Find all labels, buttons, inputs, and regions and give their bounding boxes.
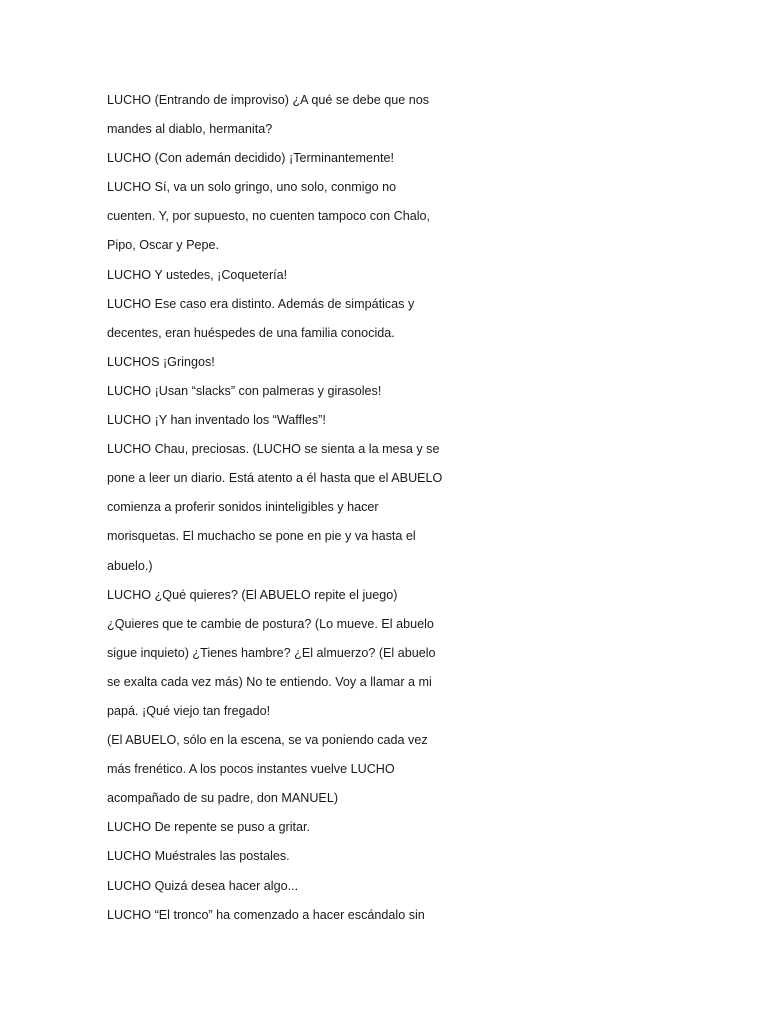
- text-line: LUCHO De repente se puso a gritar.: [107, 820, 311, 835]
- document-text: [107, 86, 707, 930]
- text-line: mandes al diablo, hermanita?: [107, 122, 273, 137]
- text-line: acompañado de su padre, don MANUEL): [107, 791, 339, 806]
- text-line: (El ABUELO, sólo en la escena, se va poniendo cada vez: [107, 733, 428, 748]
- text-line: LUCHOS ¡Gringos!: [107, 354, 215, 369]
- text-line: Pipo, Oscar y Pepe.: [107, 238, 219, 253]
- text-line: LUCHO ¡Y han inventado los “Waffles”!: [107, 413, 326, 428]
- text-line: cuenten. Y, por supuesto, no cuenten tampoco con Chalo,: [107, 209, 431, 224]
- text-line: LUCHO ¿Qué quieres? (El ABUELO repite el juego): [107, 587, 398, 602]
- text-line: LUCHO Ese caso era distinto. Además de simpáticas y: [107, 296, 415, 311]
- text-line: LUCHO (Con ademán decidido) ¡Terminantemente!: [107, 151, 394, 166]
- text-line: más frenético. A los pocos instantes vuelve LUCHO: [107, 762, 395, 777]
- text-line: papá. ¡Qué viejo tan fregado!: [107, 703, 271, 718]
- text-line: LUCHO Muéstrales las postales.: [107, 849, 290, 864]
- text-line: morisquetas. El muchacho se pone en pie y va hasta el: [107, 529, 416, 544]
- text-line: se exalta cada vez más) No te entiendo. Voy a llamar a mi: [107, 674, 432, 689]
- text-line: LUCHO Y ustedes, ¡Coquetería!: [107, 267, 288, 282]
- text-line: comienza a proferir sonidos ininteligibles y hacer: [107, 500, 379, 515]
- text-line: LUCHO Quizá desea hacer algo...: [107, 878, 299, 893]
- text-line: LUCHO (Entrando de improviso) ¿A qué se debe que nos: [107, 93, 430, 107]
- text-line: ¿Quieres que te cambie de postura? (Lo mueve. El abuelo: [107, 616, 434, 631]
- text-line: decentes, eran huéspedes de una familia conocida.: [107, 325, 395, 340]
- text-line: abuelo.): [107, 558, 153, 573]
- text-line: LUCHO ¡Usan “slacks” con palmeras y girasoles!: [107, 383, 382, 398]
- text-line: sigue inquieto) ¿Tienes hambre? ¿El almuerzo? (El abuelo: [107, 645, 436, 660]
- text-line: pone a leer un diario. Está atento a él hasta que el ABUELO: [107, 471, 443, 486]
- text-line: LUCHO “El tronco” ha comenzado a hacer escándalo sin: [107, 907, 425, 922]
- text-line: LUCHO Sí, va un solo gringo, uno solo, conmigo no: [107, 180, 397, 195]
- text-line: LUCHO Chau, preciosas. (LUCHO se sienta a la mesa y se: [107, 442, 440, 457]
